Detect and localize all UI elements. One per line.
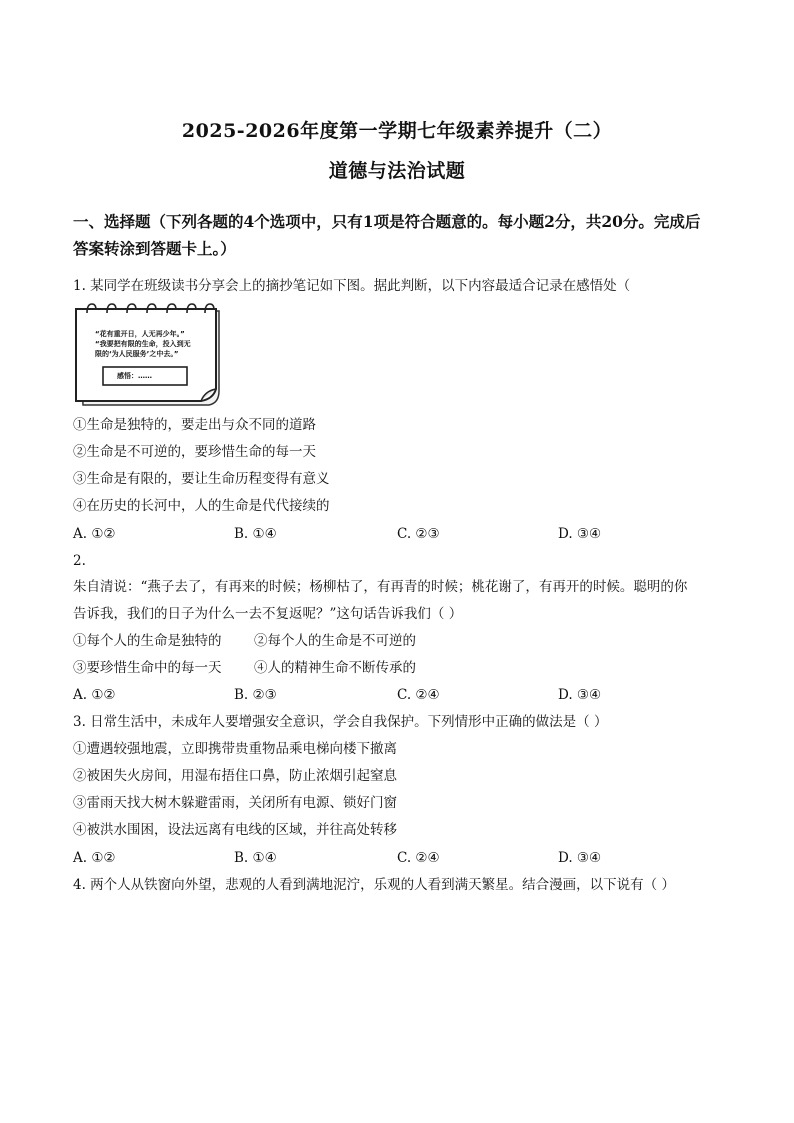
q2-item: ①每个人的生命是独特的 bbox=[73, 633, 222, 649]
q3-stem: 3. 日常生活中，未成年人要增强安全意识，学会自我保护。下列情形中正确的做法是（ ） bbox=[73, 714, 608, 730]
q2-stem-line1: 朱自清说：“燕子去了，有再来的时候；杨柳枯了，有再青的时候；桃花谢了，有再开的时候。聪明的你 bbox=[73, 579, 688, 595]
q1-item: ①生命是独特的，要走出与众不同的道路 bbox=[73, 417, 316, 433]
q4-stem: 4. 两个人从铁窗向外望，悲观的人看到满地泥泞，乐观的人看到满天繁星。结合漫画，以下说有（ ） bbox=[73, 877, 675, 893]
note-line: 限的‘为人民服务’之中去。” bbox=[95, 350, 179, 358]
q1-option-c: C. ②③ bbox=[397, 526, 440, 542]
q1-item: ②生命是不可逆的，要珍惜生命的每一天 bbox=[73, 444, 316, 460]
q2-number: 2. bbox=[73, 553, 86, 569]
section-heading-line2: 答案转涂到答题卡上。） bbox=[73, 239, 236, 258]
q2-option-c: C. ②④ bbox=[397, 687, 440, 703]
q2-option-a: A. ①② bbox=[73, 687, 116, 703]
q1-option-d: D. ③④ bbox=[558, 526, 602, 542]
q3-item: ①遭遇较强地震，立即携带贵重物品乘电梯向楼下撤离 bbox=[73, 741, 397, 757]
q1-item: ④在历史的长河中，人的生命是代代接续的 bbox=[73, 498, 330, 514]
q1-option-b: B. ①④ bbox=[234, 526, 277, 542]
q3-option-a: A. ①② bbox=[73, 850, 116, 866]
notebook-image bbox=[73, 303, 225, 409]
q2-item: ②每个人的生命是不可逆的 bbox=[254, 633, 416, 649]
q2-item: ③要珍惜生命中的每一天 bbox=[73, 660, 222, 676]
q2-option-d: D. ③④ bbox=[558, 687, 602, 703]
q1-stem: 1. 某同学在班级读书分享会上的摘抄笔记如下图。据此判断，以下内容最适合记录在感悟处（ bbox=[73, 278, 631, 294]
exam-subtitle: 道德与法治试题 bbox=[328, 160, 466, 182]
note-line: “我要把有限的生命，投入到无 bbox=[95, 340, 191, 348]
q3-option-b: B. ①④ bbox=[234, 850, 277, 866]
q2-item: ④人的精神生命不断传承的 bbox=[254, 660, 416, 676]
note-quotes bbox=[95, 329, 191, 359]
note-line: “花有重开日，人无再少年。” bbox=[95, 330, 185, 338]
section-heading bbox=[73, 208, 723, 262]
q1-option-a: A. ①② bbox=[73, 526, 116, 542]
q1-item: ③生命是有限的，要让生命历程变得有意义 bbox=[73, 471, 330, 487]
exam-title: 2025-2026年度第一学期七年级素养提升（二） bbox=[181, 120, 613, 142]
note-reflection-box: 感悟：…… bbox=[117, 372, 152, 380]
q3-item: ③雷雨天找大树木躲避雷雨，关闭所有电源、锁好门窗 bbox=[73, 795, 397, 811]
q2-stem-line2: 告诉我，我们的日子为什么一去不复返呢？”这句话告诉我们（ ） bbox=[73, 606, 463, 622]
section-heading-line1: 一、选择题（下列各题的4个选项中，只有1项是符合题意的。每小题2分，共20分。完成后 bbox=[73, 212, 701, 231]
q3-item: ②被困失火房间，用湿布捂住口鼻，防止浓烟引起窒息 bbox=[73, 768, 397, 784]
q3-option-c: C. ②④ bbox=[397, 850, 440, 866]
q3-option-d: D. ③④ bbox=[558, 850, 602, 866]
q3-item: ④被洪水围困，设法远离有电线的区域，并往高处转移 bbox=[73, 822, 397, 838]
q2-option-b: B. ②③ bbox=[234, 687, 277, 703]
